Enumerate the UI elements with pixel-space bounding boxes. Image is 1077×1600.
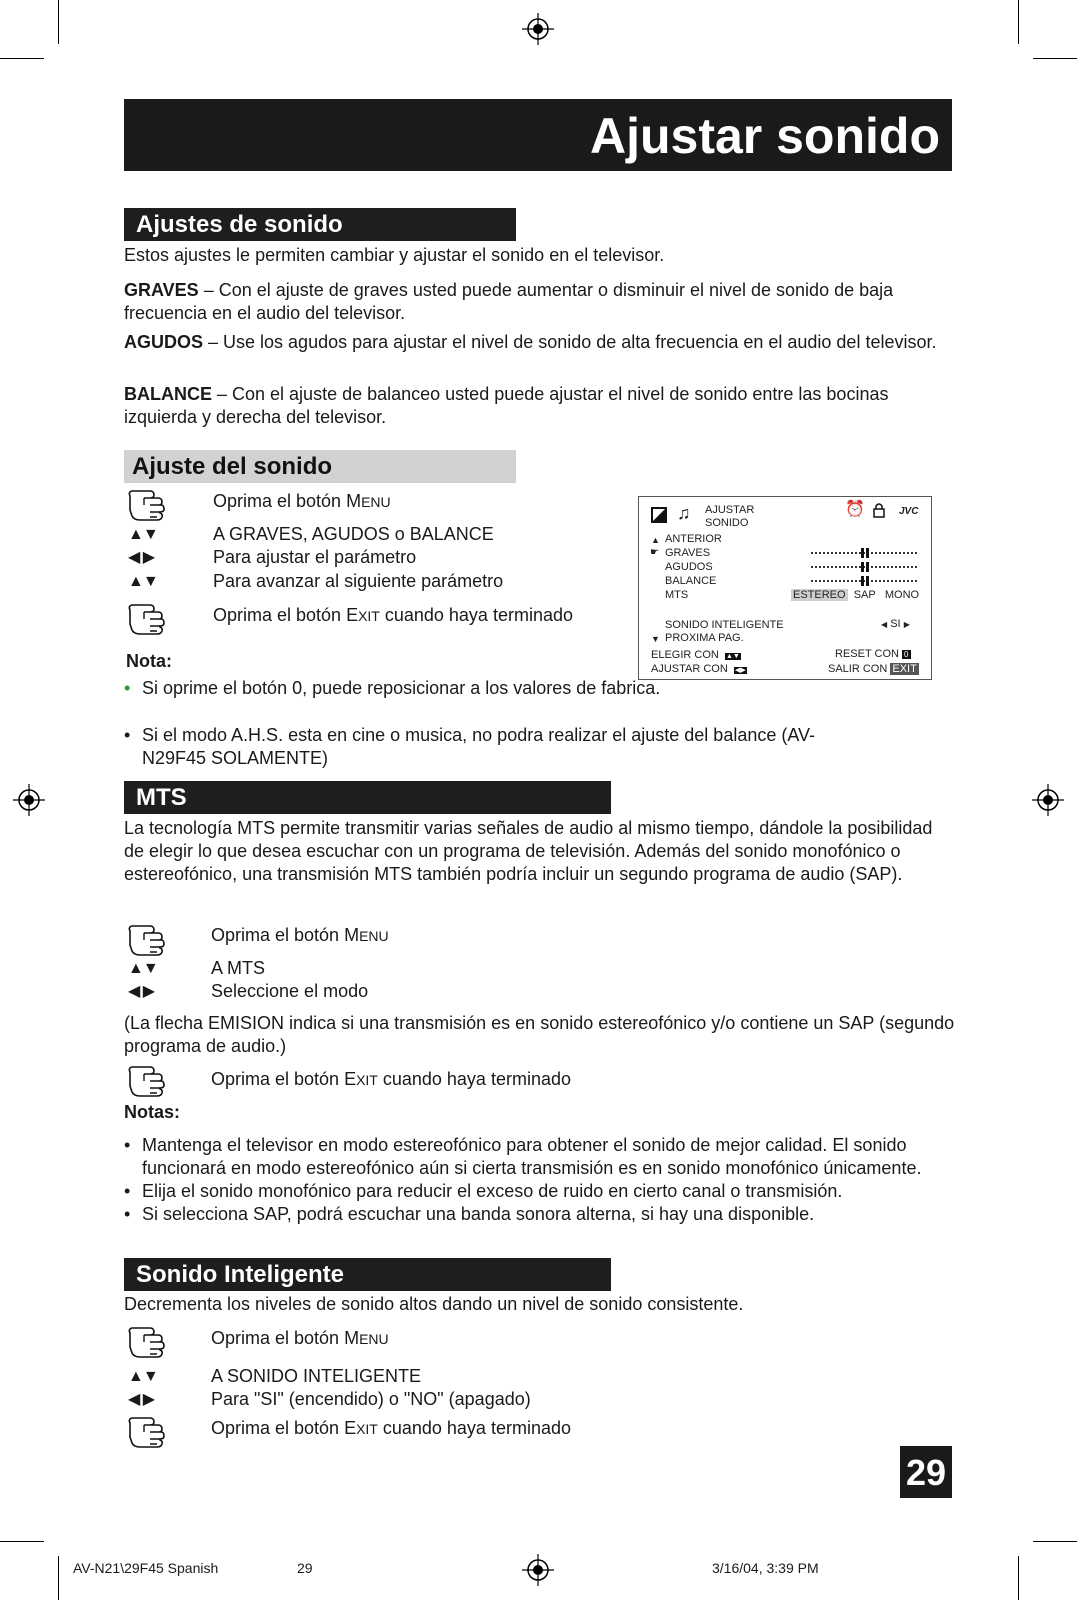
- agudos-text: – Use los agudos para ajustar el nivel de sonido de alta frecuencia en el audio del televisor.: [203, 332, 937, 352]
- inteligente-step-select: A SONIDO INTELIGENTE: [211, 1366, 422, 1386]
- mts-intro: La tecnología MTS permite transmitir varias señales de audio al mismo tiempo, dándole la posibilidad de elegir lo que desea escuchar con un programa de televisión. Además del sonido monofónico o estereofónico, una transmisión MTS también podría incluir un segundo programa de audio (SAP).: [124, 818, 933, 884]
- osd-item-sonido-inteligente: SONIDO INTELIGENTE: [665, 619, 784, 631]
- hand-press-icon: [126, 921, 166, 959]
- osd-item-balance: BALANCE: [665, 575, 717, 587]
- crop-mark: [58, 0, 59, 44]
- osd-option-mono: MONO: [884, 589, 920, 601]
- graves-text: – Con el ajuste de graves usted puede aumentar o disminuir el nivel de sonido de baja frecuencia en el audio del televisor.: [124, 280, 894, 323]
- graves-paragraph: [124, 279, 944, 325]
- hand-press-icon: [126, 1413, 166, 1451]
- osd-reset: RESET CON 0: [835, 648, 909, 660]
- music-note-icon: ♫: [677, 503, 691, 523]
- leftright-arrows-icon: ◀ ▶: [128, 983, 155, 1000]
- osd-title-line1: AJUSTAR: [705, 504, 755, 516]
- list-item: • Elija el sonido monofónico para reducir el exceso de ruido en cierto canal o transmisión.: [124, 1181, 843, 1201]
- list-item: • Si el modo A.H.S. esta en cine o musica, no podra realizar el ajuste del balance (AV-N29F45 SOLAMENTE): [124, 725, 816, 768]
- mts-step-select: A MTS: [211, 958, 266, 978]
- osd-item-anterior: ANTERIOR: [665, 533, 722, 545]
- graves-term: GRAVES: [124, 280, 199, 300]
- registration-mark-icon: [522, 1554, 554, 1586]
- crop-mark: [0, 58, 44, 59]
- updown-arrows-icon: ▲▼: [128, 960, 158, 977]
- mts-step-press-menu: Oprima el botón MENU: [211, 925, 389, 945]
- section-heading-ajuste-sonido: Ajuste del sonido: [124, 450, 516, 483]
- osd-ajustar: AJUSTAR CON ◀▶: [651, 663, 746, 675]
- footer-timestamp: 3/16/04, 3:39 PM: [712, 1560, 819, 1576]
- osd-salir: SALIR CON EXIT: [828, 663, 917, 675]
- crop-mark: [1033, 1541, 1077, 1542]
- footer-file: AV-N21\29F45 Spanish: [73, 1560, 219, 1576]
- up-arrow-icon: ▲: [651, 535, 660, 545]
- level-slider-graves: [811, 547, 919, 559]
- osd-title-line2: SONIDO: [705, 517, 749, 529]
- registration-mark-icon: [1032, 784, 1064, 816]
- hand-press-icon: [126, 1323, 166, 1361]
- page-title: Ajustar sonido: [124, 99, 952, 171]
- inteligente-step-onoff: Para "SI" (encendido) o "NO" (apagado): [211, 1389, 531, 1409]
- step-press-exit: Oprima el botón EXIT cuando haya terminado: [213, 605, 573, 625]
- balance-text: – Con el ajuste de balanceo usted puede ajustar el nivel de sonido entre las bocinas izquierda y derecha del televisor.: [124, 384, 889, 427]
- balance-term: BALANCE: [124, 384, 212, 404]
- footer-page: 29: [297, 1560, 313, 1576]
- section-heading-inteligente: Sonido Inteligente: [124, 1258, 611, 1291]
- leftright-key-icon: ◀▶: [734, 667, 746, 674]
- balance-paragraph: [124, 383, 944, 429]
- updown-arrows-icon: ▲▼: [128, 526, 158, 543]
- notas-list: [124, 1134, 954, 1226]
- agudos-paragraph: [124, 331, 944, 354]
- clock-icon: ⏰: [845, 501, 865, 518]
- updown-key-icon: ▲▼: [725, 653, 740, 660]
- nota-list: [124, 724, 844, 770]
- registration-mark-icon: [522, 13, 554, 45]
- nota-list: [124, 677, 704, 700]
- level-slider-agudos: [811, 561, 919, 573]
- hand-press-icon: [126, 1062, 166, 1100]
- leftright-arrows-icon: ◀ ▶: [128, 549, 155, 566]
- osd-item-mts: MTS: [665, 589, 689, 601]
- ajustes-intro: Estos ajustes le permiten cambiar y ajustar el sonido en el televisor.: [124, 245, 665, 265]
- picture-icon: [651, 507, 667, 523]
- step-select-item: A GRAVES, AGUDOS o BALANCE: [213, 524, 494, 544]
- osd-item-graves: GRAVES: [665, 547, 711, 559]
- notas-label: Notas:: [124, 1102, 181, 1122]
- hand-press-icon: [126, 600, 166, 638]
- updown-arrows-icon: ▲▼: [128, 573, 158, 590]
- section-heading-mts: MTS: [124, 781, 611, 814]
- osd-option-sap: SAP: [853, 589, 876, 601]
- inteligente-step-press-menu: Oprima el botón MENU: [211, 1328, 389, 1348]
- step-adjust: Para ajustar el parámetro: [213, 547, 417, 567]
- leftright-arrows-icon: ◀ ▶: [128, 1391, 155, 1408]
- page-number-badge: 29: [900, 1446, 952, 1498]
- agudos-term: AGUDOS: [124, 332, 204, 352]
- registration-mark-icon: [13, 784, 45, 816]
- osd-option-estereo: ESTEREO: [793, 589, 846, 601]
- osd-brand: JVC: [899, 506, 919, 517]
- osd-si-value: ◀ SI ▶: [881, 618, 910, 630]
- pointer-hand-icon: ☛: [650, 547, 659, 558]
- section-heading-ajustes: Ajustes de sonido: [124, 208, 516, 241]
- nota-label: Nota:: [126, 651, 172, 671]
- list-item: • Si selecciona SAP, podrá escuchar una banda sonora alterna, si hay una disponible.: [124, 1204, 815, 1224]
- mts-step-press-exit: Oprima el botón EXIT cuando haya terminado: [211, 1069, 571, 1089]
- down-arrow-icon: ▼: [651, 634, 660, 644]
- crop-mark: [1018, 1556, 1019, 1600]
- osd-item-agudos: AGUDOS: [665, 561, 713, 573]
- hand-press-icon: [126, 486, 166, 524]
- osd-menu-screen: [638, 496, 932, 680]
- inteligente-step-press-exit: Oprima el botón EXIT cuando haya terminado: [211, 1418, 571, 1438]
- level-slider-balance: [811, 575, 919, 587]
- step-next: Para avanzar al siguiente parámetro: [213, 571, 504, 591]
- osd-item-proxima: PROXIMA PAG.: [665, 632, 744, 644]
- crop-mark: [58, 1556, 59, 1600]
- osd-elegir: ELEGIR CON ▲▼: [651, 649, 740, 661]
- mts-emision-note: (La flecha EMISION indica si una transmisión es en sonido estereofónico y/o contiene un SAP (segundo programa de audio.): [124, 1013, 955, 1056]
- crop-mark: [1018, 0, 1019, 44]
- updown-arrows-icon: ▲▼: [128, 1368, 158, 1385]
- step-press-menu: Oprima el botón MENU: [213, 491, 391, 511]
- list-item: • Si oprime el botón 0, puede reposicionar a los valores de fabrica.: [124, 678, 661, 698]
- inteligente-intro: Decrementa los niveles de sonido altos dando un nivel de sonido consistente.: [124, 1294, 744, 1314]
- mts-step-mode: Seleccione el modo: [211, 981, 369, 1001]
- osd-mts-options: [791, 589, 919, 602]
- lock-icon: [873, 502, 885, 518]
- list-item: • Mantenga el televisor en modo estereofónico para obtener el sonido de mejor calidad. El sonido funcionará en modo estereofónico aún si cierta transmisión es en sonido monofónico únicamente.: [124, 1135, 922, 1178]
- crop-mark: [0, 1541, 44, 1542]
- crop-mark: [1033, 58, 1077, 59]
